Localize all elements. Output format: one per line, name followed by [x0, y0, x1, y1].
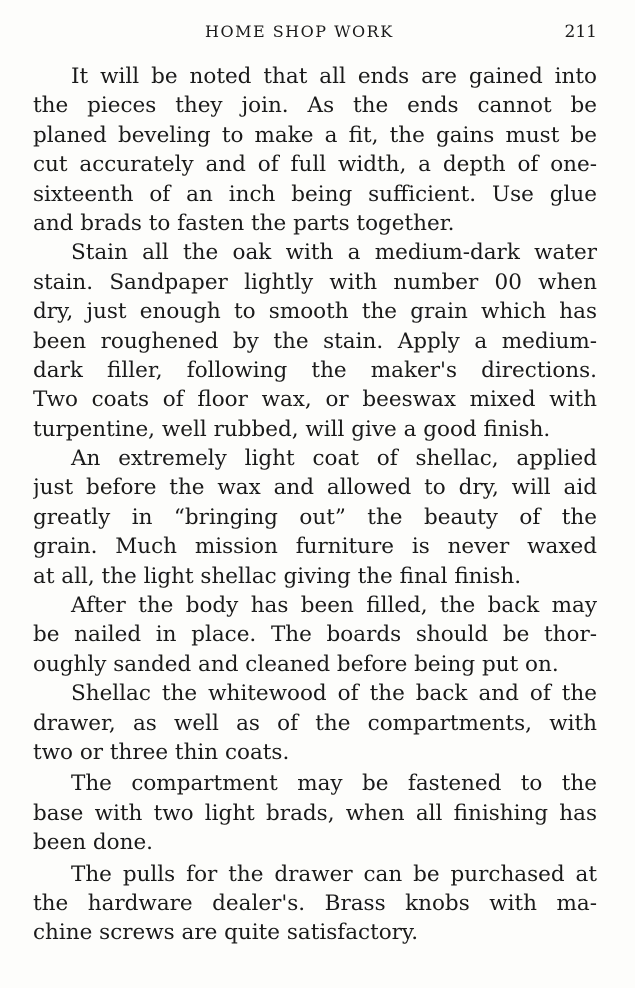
text-line: been roughened by the stain. Apply a medium- [33, 328, 597, 354]
page-header [0, 22, 635, 46]
text-line: the pieces they join. As the ends cannot be [33, 93, 597, 119]
paragraph-pulls [33, 860, 597, 948]
text-line: dark filler, following the maker's directions. [33, 357, 597, 383]
body-text [33, 62, 597, 948]
text-line: be nailed in place. The boards should be thor- [33, 622, 597, 648]
text-line: two or three thin coats. [33, 739, 290, 765]
text-line: cut accurately and of full width, a depth of one- [33, 152, 597, 178]
text-line: Shellac the whitewood of the back and of the [71, 681, 597, 707]
page-number: 211 [564, 22, 597, 42]
text-line: The pulls for the drawer can be purchased at [71, 861, 597, 887]
text-line: The compartment may be fastened to the [71, 771, 597, 797]
text-line: dry, just enough to smooth the grain which has [33, 299, 597, 325]
text-line: It will be noted that all ends are gained into [71, 64, 597, 89]
text-line: and brads to fasten the parts together. [33, 210, 455, 236]
text-line: base with two light brads, when all finishing has [33, 800, 597, 826]
paragraph-whitewood [33, 679, 597, 767]
text-line: oughly sanded and cleaned before being put on. [33, 651, 559, 677]
text-line: drawer, as well as of the compartments, with [33, 710, 597, 736]
text-line: sixteenth of an inch being sufficient. Use glue [33, 181, 597, 207]
text-line: been done. [33, 830, 154, 856]
text-line: Two coats of floor wax, or beeswax mixed with [33, 387, 597, 413]
text-line: chine screws are quite satisfactory. [33, 920, 419, 946]
paragraph-shellac [33, 444, 597, 591]
text-line: Stain all the oak with a medium-dark water [71, 240, 597, 266]
paragraph-compartment [33, 769, 597, 857]
text-line: planed beveling to make a fit, the gains must be [33, 122, 597, 148]
running-title: HOME SHOP WORK [205, 22, 394, 41]
text-line: the hardware dealer's. Brass knobs with ma- [33, 890, 597, 916]
text-line: greatly in “bringing out” the beauty of the [33, 504, 597, 530]
text-line: An extremely light coat of shellac, applied [71, 446, 597, 472]
text-line: After the body has been filled, the back may [71, 593, 597, 619]
paragraph-stain [33, 238, 597, 444]
paragraph-gained-ends [33, 62, 597, 238]
paragraph-back-nailed [33, 591, 597, 679]
text-line: just before the wax and allowed to dry, will aid [33, 475, 597, 501]
text-line: stain. Sandpaper lightly with number 00 when [33, 269, 597, 295]
text-line: at all, the light shellac giving the final finish. [33, 563, 522, 589]
text-line: turpentine, well rubbed, will give a good finish. [33, 416, 551, 442]
text-line: grain. Much mission furniture is never waxed [33, 534, 597, 560]
